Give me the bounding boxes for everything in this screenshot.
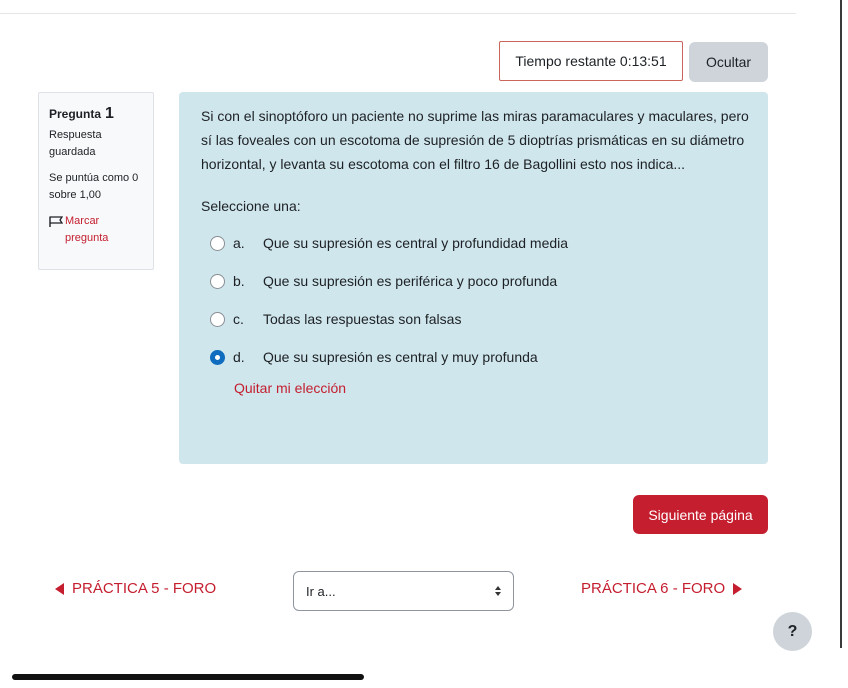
question-number: 1 (105, 105, 114, 122)
answer-option-a[interactable] (201, 224, 746, 262)
flag-question-link[interactable] (49, 213, 143, 247)
radio-button-a[interactable] (210, 236, 225, 251)
scrollbar[interactable] (840, 0, 842, 648)
arrow-right-icon (733, 583, 742, 595)
option-text[interactable]: Que su supresión es periférica y poco profunda (263, 273, 558, 289)
question-info-panel (38, 92, 154, 270)
question-grade: Se puntúa como 0 sobre 1,00 (49, 172, 139, 201)
answer-prompt: Seleccione una: (201, 198, 301, 214)
clear-choice-link[interactable]: Quitar mi elección (234, 380, 347, 396)
prev-activity-label[interactable]: PRÁCTICA 5 - FORO (72, 580, 217, 597)
question-heading (49, 105, 143, 123)
option-text[interactable]: Que su supresión es central y profundidad media (263, 235, 569, 251)
radio-button-d[interactable] (210, 350, 225, 365)
question-text: Si con el sinoptóforo un paciente no suprime las miras paramaculares y maculares, pero sí las foveales con un escotoma de supresión de 5 dioptrías prismáticas en su diámetro horizontal, y levanta su escotoma con el filtro 16 de Bagollini esto nos indica... (201, 108, 749, 172)
jump-to-selected-value: Ir a... (306, 583, 336, 599)
option-letter: a. (233, 235, 245, 251)
help-button[interactable]: ? (773, 612, 812, 651)
radio-button-b[interactable] (210, 274, 225, 289)
next-page-button[interactable]: Siguiente página (633, 495, 768, 534)
question-state: Respuesta guardada (49, 129, 102, 158)
option-text[interactable]: Que su supresión es central y muy profunda (263, 349, 538, 365)
answer-option-d[interactable] (201, 338, 746, 376)
next-activity-label[interactable]: PRÁCTICA 6 - FORO (581, 580, 726, 597)
option-letter: b. (233, 273, 245, 289)
arrow-left-icon (55, 583, 64, 595)
option-letter: c. (233, 311, 244, 327)
home-indicator (12, 674, 364, 680)
timer-display (499, 41, 683, 81)
select-arrows-icon (495, 586, 501, 596)
radio-button-c[interactable] (210, 312, 225, 327)
flag-icon (49, 216, 63, 227)
option-text[interactable]: Todas las respuestas son falsas (263, 311, 462, 327)
question-title: Pregunta (49, 107, 102, 121)
next-activity-link[interactable] (581, 580, 742, 597)
answer-option-b[interactable] (201, 262, 746, 300)
answer-options (201, 224, 746, 376)
jump-to-select[interactable] (293, 571, 514, 611)
question-content (179, 92, 768, 464)
timer-text: Tiempo restante 0:13:51 (515, 53, 667, 69)
flag-question-label[interactable]: Marcar pregunta (65, 215, 109, 244)
hide-timer-button[interactable]: Ocultar (689, 42, 768, 82)
answer-option-c[interactable] (201, 300, 746, 338)
prev-activity-link[interactable] (55, 580, 216, 597)
option-letter: d. (233, 349, 245, 365)
top-divider (0, 13, 796, 14)
